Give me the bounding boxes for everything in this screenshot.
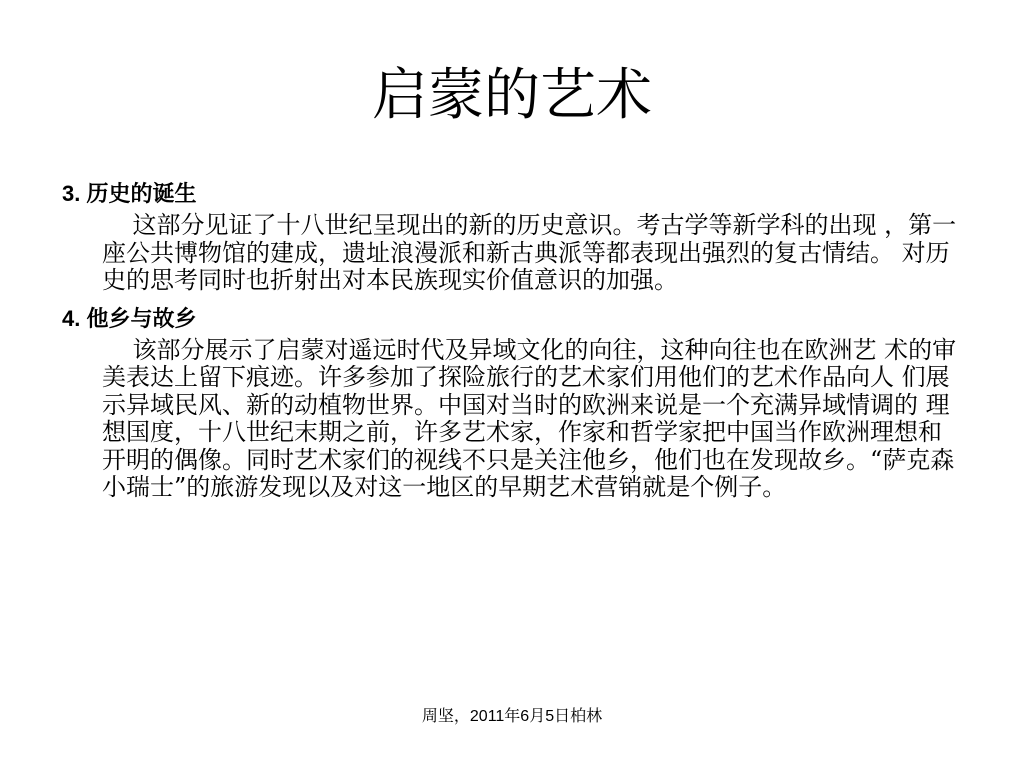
section-foreign-and-home (62, 301, 968, 508)
section-heading: 4. 他乡与故乡 (62, 305, 197, 331)
section-history (62, 176, 968, 301)
slide-footer: 周坚，2011年6月5日柏林 (421, 708, 603, 725)
slide-title: 启蒙的艺术 (372, 63, 652, 128)
section-paragraph: 该部分展示了启蒙对遥远时代及异域文化的向往，这种向往也在欧洲艺 术的审美表达上留下痕迹。许多参加了探险旅行的艺术家们用他们的艺术作品向人 们展示异域民风、新的动植物世界。中国对当时的欧洲来说是一个充满异域情调的 理想国度，十八世纪末期之前，许多艺术家，作家和哲学家把中国当作欧洲理想和 开明的偶像。同时艺术家们的视线不只是关注他乡，他们也在发现故乡。“萨克森 小瑞士”的旅游发现以及对这一地区的早期艺术营销就是个例子。 (102, 335, 957, 501)
section-paragraph: 这部分见证了十八世纪呈现出的新的历史意识。考古学等新学科的出现 ，第一座公共博物馆的建成，遗址浪漫派和新古典派等都表现出强烈的复古情结。 对历史的思考同时也折射出对本民族现实价值意识的加强。 (102, 211, 957, 294)
section-heading: 3. 历史的诞生 (62, 181, 197, 206)
slide-body (62, 176, 968, 508)
